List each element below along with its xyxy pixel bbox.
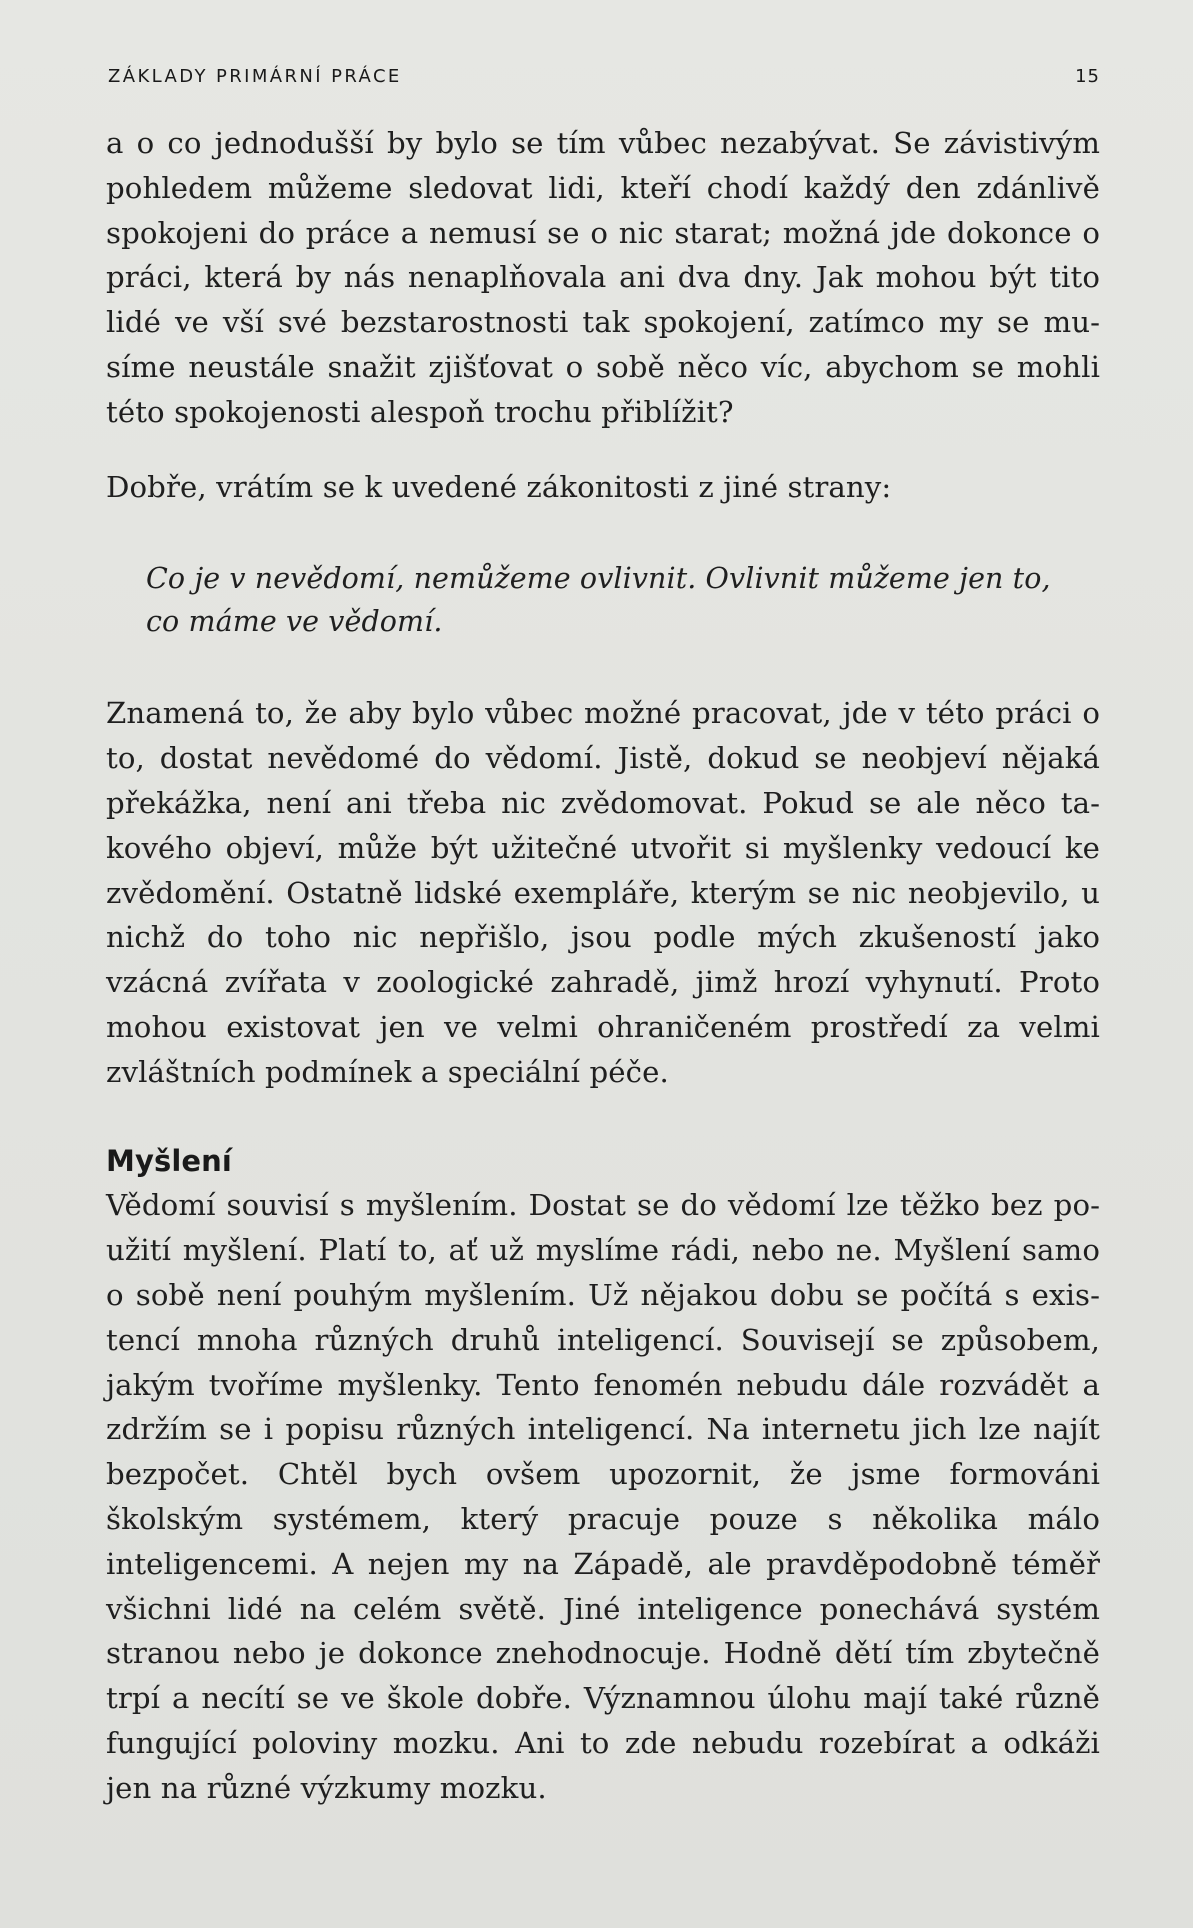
running-title: ZÁKLADY PRIMÁRNÍ PRÁCE: [108, 66, 402, 87]
book-page: [106, 0, 1100, 1928]
paragraph-3: Znamená to, že aby bylo vůbec možné pracovat, jde v této práci o to, dostat nevědomé do vědomí. Jistě, dokud se neobjeví nějaká překážka, není ani třeba nic zvědomovat. Pokud se ale něco takového objeví, může být užitečné utvořit si myšlenky vedoucí ke zvědomění. Ostatně lidské exempláře, kterým se nic neobjevilo, u nichž do toho nic nepřišlo, jsou podle mých zkušeností jako vzácná zvířata v zoologické zahradě, jimž hrozí vyhynutí. Proto mohou existovat jen ve velmi ohraničeném prostředí za velmi zvláštních podmínek a speciální péče.: [106, 696, 1100, 1089]
block-quote: Co je v nevědomí, nemůžeme ovlivnit. Ovlivnit můžeme jen to, co máme ve vědomí.: [146, 562, 1051, 639]
section-heading: Myšlení: [106, 1143, 232, 1178]
paragraph-4: Vědomí souvisí s myšlením. Dostat se do vědomí lze těžko bez použití myšlení. Platí to, ať už myslíme rádi, nebo ne. Myšlení samo o sobě není pouhým myšlením. Už nějakou dobu se počítá s existencí mnoha různých druhů inteligencí. Souvisejí se způsobem, jakým tvoříme myšlenky. Tento fenomén nebudu dále rozvádět a zdržím se i popisu různých inteligencí. Na internetu jich lze najít bezpočet. Chtěl bych ovšem upozornit, že jsme formováni školským systémem, který pracuje pouze s několika málo inteligencemi. A nejen my na Západě, ale pravděpodobně téměř všichni lidé na celém světě. Jiné inteligence ponechává systém stranou nebo je dokonce znehodnocuje. Hodně dětí tím zbytečně trpí a necítí se ve škole dobře. Významnou úlohu mají také různě fungující poloviny mozku. Ani to zde nebudu rozebírat a odkáži jen na různé výzkumy mozku.: [106, 1188, 1100, 1805]
page-number: 15: [1075, 66, 1100, 87]
paragraph-1: a o co jednodušší by bylo se tím vůbec nezabývat. Se závistivým pohledem můžeme sledovat lidi, kteří chodí každý den zdánlivě spokojeni do práce a nemusí se o nic starat; možná jde dokonce o práci, která by nás nenaplňovala ani dva dny. Jak mohou být tito lidé ve vší své bezstarostnosti tak spokojení, zatímco my se musíme neustále snažit zjišťovat o sobě něco víc, abychom se mohli této spokojenosti alespoň trochu přiblížit?: [106, 126, 1100, 429]
running-head: [106, 66, 1100, 96]
paragraph-2: Dobře, vrátím se k uvedené zákonitosti z jiné strany:: [106, 469, 892, 504]
body-text: [106, 121, 1100, 1811]
